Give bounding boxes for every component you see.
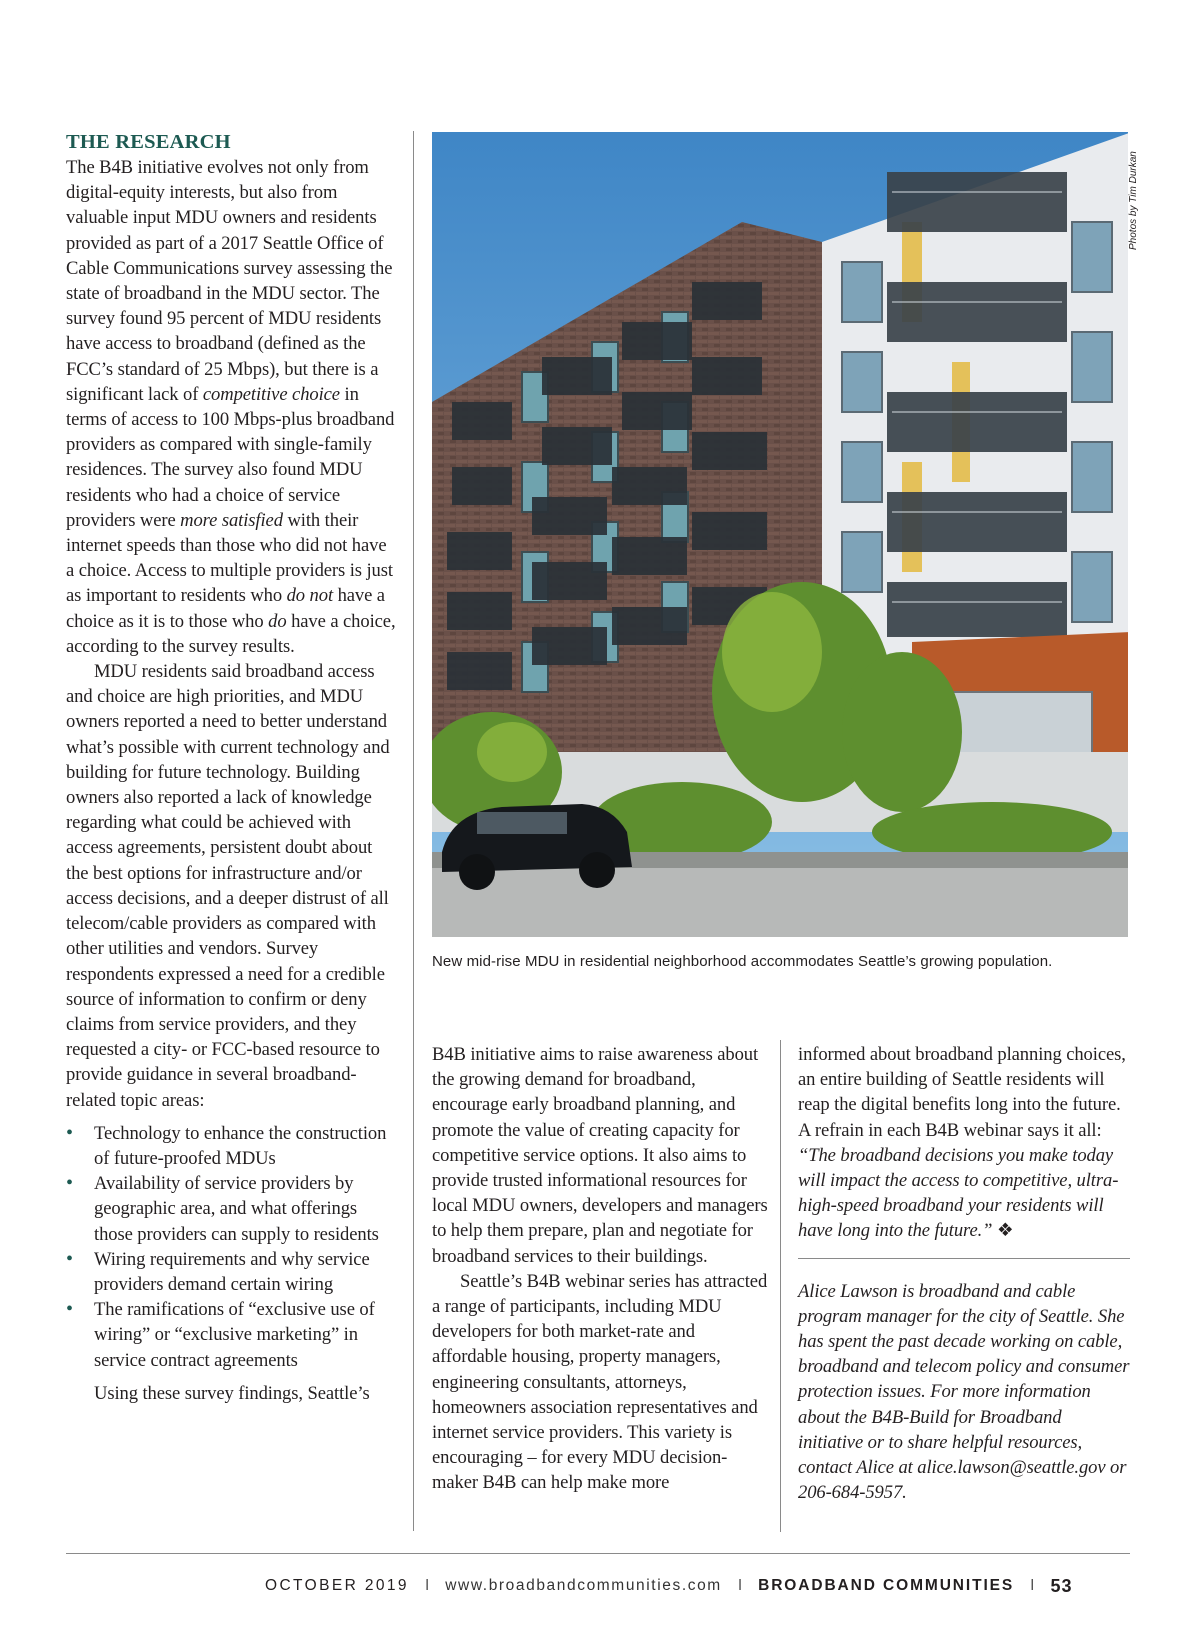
bullet-icon: • [66,1172,73,1195]
website-link[interactable]: www.broadbandcommunities.com [445,1577,722,1594]
right-paragraph-1: informed about broadband planning choices, an entire building of Seattle residents will reap the digital benefits long into the future. A refrain in each B4B webinar says it all: “The broadband decisions you make today will impact the access to competitive, ultra-high-speed broadband your residents will have long into the future.” ❖ [798,1044,1126,1242]
pull-quote: “The broadband decisions you make today will impact the access to competitive, ultra-high-speed broadband your residents will have long into the future.” [798,1144,1119,1242]
photo-credit: Photos by Tim Durkan [1128,151,1139,250]
footer-divider [66,1553,1130,1554]
bullet-icon: • [66,1121,73,1144]
building-photo [432,132,1128,937]
mdu-building-illustration [432,132,1128,937]
middle-column [432,1042,772,1496]
footer-separator: I [1030,1577,1035,1594]
list-item: • Technology to enhance the construction of future-proofed MDUs [66,1121,387,1169]
list-item: • Availability of service providers by geographic area, and what offerings those providers can supply to residents [66,1172,379,1245]
research-paragraph-1: The B4B initiative evolves not only from digital-equity interests, but also from valuable input MDU owners and residents provided as part of a 2017 Seattle Office of Cable Communications survey assessing the state of broadband in the MDU sector. The survey found 95 percent of MDU residents have access to broadband (defined as the FCC’s standard of 25 Mbps), but there is a significant lack of competitive choice in terms of access to 100 Mbps-plus broadband providers as compared with single-family residences. The survey also found MDU residents who had a choice of service providers were more satisfied with their internet speeds than those who did not have a choice. Access to multiple providers is just as important to residents who do not have a choice as it is to those who do have a choice, according to the survey results. [66,157,396,657]
middle-paragraph-1: B4B initiative aims to raise awareness about the growing demand for broadband, encourage early broadband planning, and promote the value of creating capacity for competitive service options. It also aims to provide trusted informational resources for local MDU owners, developers and managers to help them prepare, plan and negotiate for broadband services to their buildings. [432,1044,768,1267]
list-item: • The ramifications of “exclusive use of wiring” or “exclusive marketing” in service contract agreements [66,1298,375,1371]
end-mark-icon: ❖ [996,1220,1014,1242]
section-heading: THE RESEARCH [66,131,231,153]
photo-caption: New mid-rise MDU in residential neighborhood accommodates Seattle’s growing population. [432,953,1053,970]
right-column [798,1042,1130,1505]
page-number: 53 [1050,1575,1073,1596]
bullet-icon: • [66,1298,73,1321]
issue-date: OCTOBER 2019 [265,1577,409,1594]
magazine-name: BROADBAND COMMUNITIES [758,1577,1015,1594]
research-paragraph-2: MDU residents said broadband access and choice are high priorities, and MDU owners reported a need to better understand what’s possible with current technology and building for future technology. Building owners also reported a lack of knowledge regarding what could be achieved with access agreements, persistent doubt about the best options for infrastructure and/or access decisions, and a deeper distrust of all telecom/cable providers as compared with other utilities and vendors. Survey respondents expressed a need for a credible source of information to confirm or deny claims from service providers, and they requested a city- or FCC-based resource to provide guidance in several broadband-related topic areas: [66,661,390,1111]
middle-paragraph-2: Seattle’s B4B webinar series has attracted a range of participants, including MDU developers for both market-rate and affordable housing, property managers, engineering consultants, attorneys, homeowners association representatives and internet service providers. This variety is encouraging – for every MDU decision-maker B4B can help make more [432,1270,768,1494]
topic-list [66,1121,396,1373]
list-item: • Wiring requirements and why service providers demand certain wiring [66,1247,370,1295]
footer-separator: I [424,1577,430,1594]
research-paragraph-3: Using these survey findings, Seattle’s [94,1382,370,1404]
left-column [66,128,396,1406]
bio-divider [798,1258,1130,1259]
footer-separator: I [737,1577,743,1594]
column-divider [413,131,414,1531]
column-divider [780,1040,781,1532]
bullet-icon: • [66,1247,73,1270]
page-footer [265,1574,1135,1598]
author-bio: Alice Lawson is broadband and cable program manager for the city of Seattle. She has spent the past decade working on cable, broadband and telecom policy and consumer protection issues. For more information about the B4B-Build for Broadband initiative or to share helpful resources, contact Alice at alice.lawson@seattle.gov or 206-684-5957. [798,1280,1130,1504]
